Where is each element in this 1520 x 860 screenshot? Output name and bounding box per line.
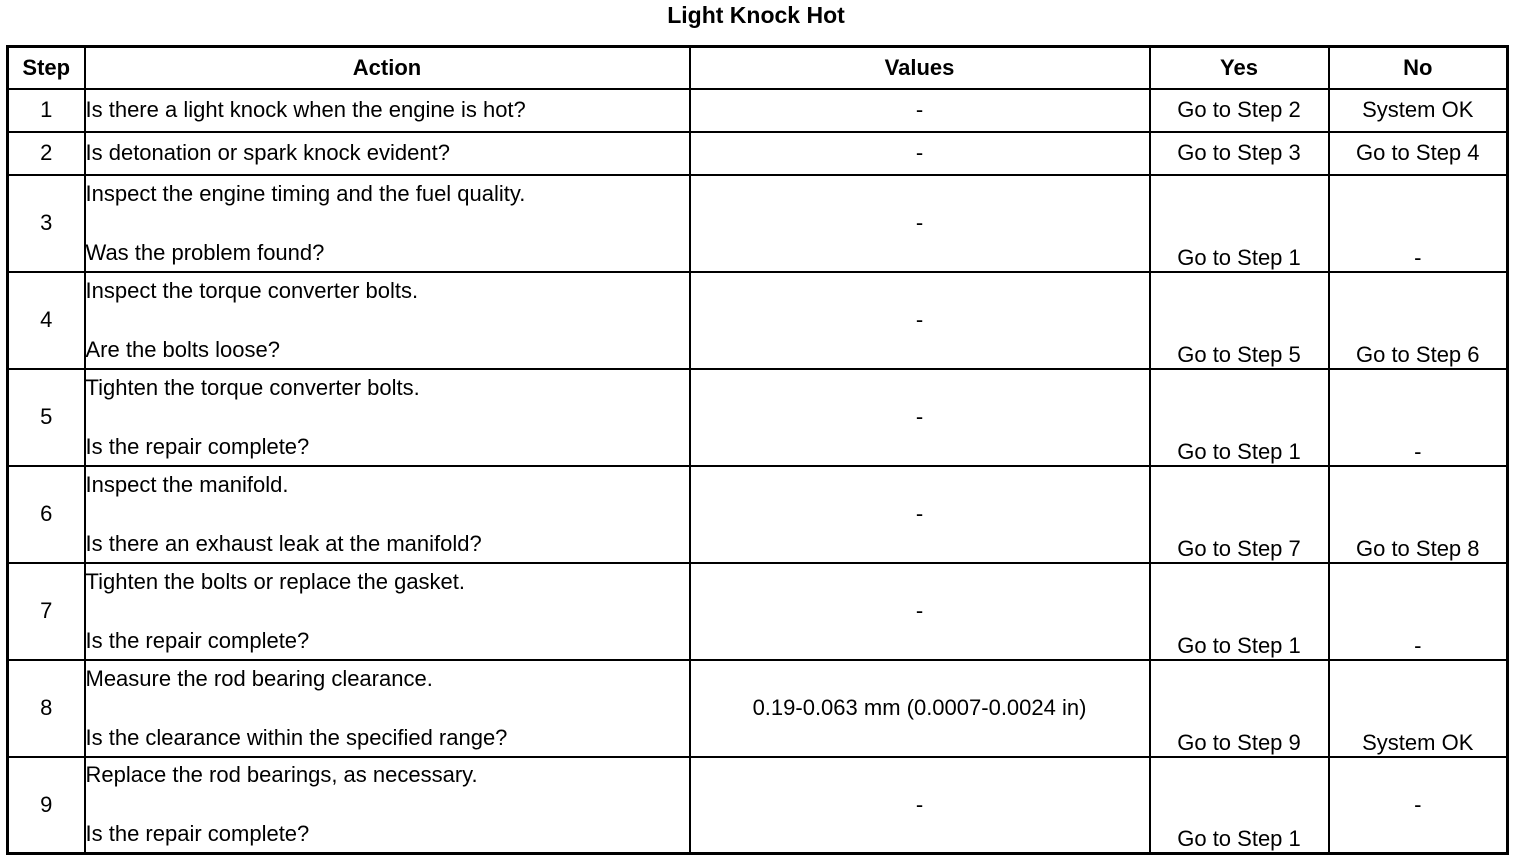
action-question: Is detonation or spark knock evident? [85, 132, 690, 175]
table-row [8, 660, 1508, 757]
table-row [8, 563, 1508, 660]
action-cell [85, 272, 690, 369]
action-cell [85, 660, 690, 757]
values-cell: - [690, 757, 1150, 854]
step-number: 9 [8, 757, 85, 854]
no-cell: - [1329, 563, 1508, 660]
table-row [8, 175, 1508, 272]
step-number: 1 [8, 89, 85, 132]
step-number: 3 [8, 175, 85, 272]
table-row [8, 272, 1508, 369]
table-row [8, 132, 1508, 175]
table-header-row [8, 47, 1508, 89]
action-question: Is there an exhaust leak at the manifold? [85, 530, 482, 556]
action-instruction: Measure the rod bearing clearance. [85, 665, 433, 691]
action-cell [85, 369, 690, 466]
table-row [8, 466, 1508, 563]
table-row [8, 369, 1508, 466]
step-number: 5 [8, 369, 85, 466]
no-cell: Go to Step 8 [1329, 466, 1508, 563]
values-cell: - [690, 466, 1150, 563]
column-header-values: Values [690, 47, 1150, 89]
no-cell: - [1329, 369, 1508, 466]
column-header-no: No [1329, 47, 1508, 89]
action-question: Are the bolts loose? [85, 336, 280, 362]
yes-cell: Go to Step 2 [1150, 89, 1329, 132]
column-header-yes: Yes [1150, 47, 1329, 89]
action-question: Is there a light knock when the engine is hot? [85, 89, 690, 132]
table-row [8, 89, 1508, 132]
yes-cell: Go to Step 1 [1150, 175, 1329, 272]
yes-cell: Go to Step 1 [1150, 563, 1329, 660]
step-number: 7 [8, 563, 85, 660]
column-header-step: Step [8, 47, 85, 89]
action-cell [85, 175, 690, 272]
action-question: Is the clearance within the specified range? [85, 724, 508, 750]
action-instruction: Tighten the torque converter bolts. [85, 374, 420, 400]
values-cell: - [690, 563, 1150, 660]
action-cell [85, 563, 690, 660]
no-cell: Go to Step 4 [1329, 132, 1508, 175]
values-cell: - [690, 132, 1150, 175]
action-instruction: Tighten the bolts or replace the gasket. [85, 568, 466, 594]
values-cell: - [690, 369, 1150, 466]
yes-cell: Go to Step 7 [1150, 466, 1329, 563]
step-number: 4 [8, 272, 85, 369]
no-cell: - [1329, 757, 1508, 854]
action-question: Is the repair complete? [85, 821, 310, 847]
values-cell: - [690, 175, 1150, 272]
yes-cell: Go to Step 3 [1150, 132, 1329, 175]
page-title: Light Knock Hot [667, 2, 845, 28]
step-number: 8 [8, 660, 85, 757]
step-number: 6 [8, 466, 85, 563]
step-number: 2 [8, 132, 85, 175]
action-question: Is the repair complete? [85, 433, 310, 459]
action-instruction: Inspect the manifold. [85, 471, 289, 497]
column-header-action: Action [85, 47, 690, 89]
values-cell: - [690, 272, 1150, 369]
no-cell: Go to Step 6 [1329, 272, 1508, 369]
values-cell: - [690, 89, 1150, 132]
no-cell: System OK [1329, 660, 1508, 757]
action-question: Is the repair complete? [85, 627, 310, 653]
diagnostic-table [6, 45, 1509, 855]
action-question: Was the problem found? [85, 239, 325, 265]
action-cell [85, 466, 690, 563]
yes-cell: Go to Step 5 [1150, 272, 1329, 369]
yes-cell: Go to Step 1 [1150, 369, 1329, 466]
yes-cell: Go to Step 1 [1150, 757, 1329, 854]
action-instruction: Inspect the engine timing and the fuel quality. [85, 180, 526, 206]
action-instruction: Replace the rod bearings, as necessary. [85, 762, 478, 788]
no-cell: System OK [1329, 89, 1508, 132]
no-cell: - [1329, 175, 1508, 272]
action-instruction: Inspect the torque converter bolts. [85, 277, 419, 303]
table-row [8, 757, 1508, 854]
action-cell [85, 757, 690, 854]
yes-cell: Go to Step 9 [1150, 660, 1329, 757]
values-cell: 0.19-0.063 mm (0.0007-0.0024 in) [690, 660, 1150, 757]
